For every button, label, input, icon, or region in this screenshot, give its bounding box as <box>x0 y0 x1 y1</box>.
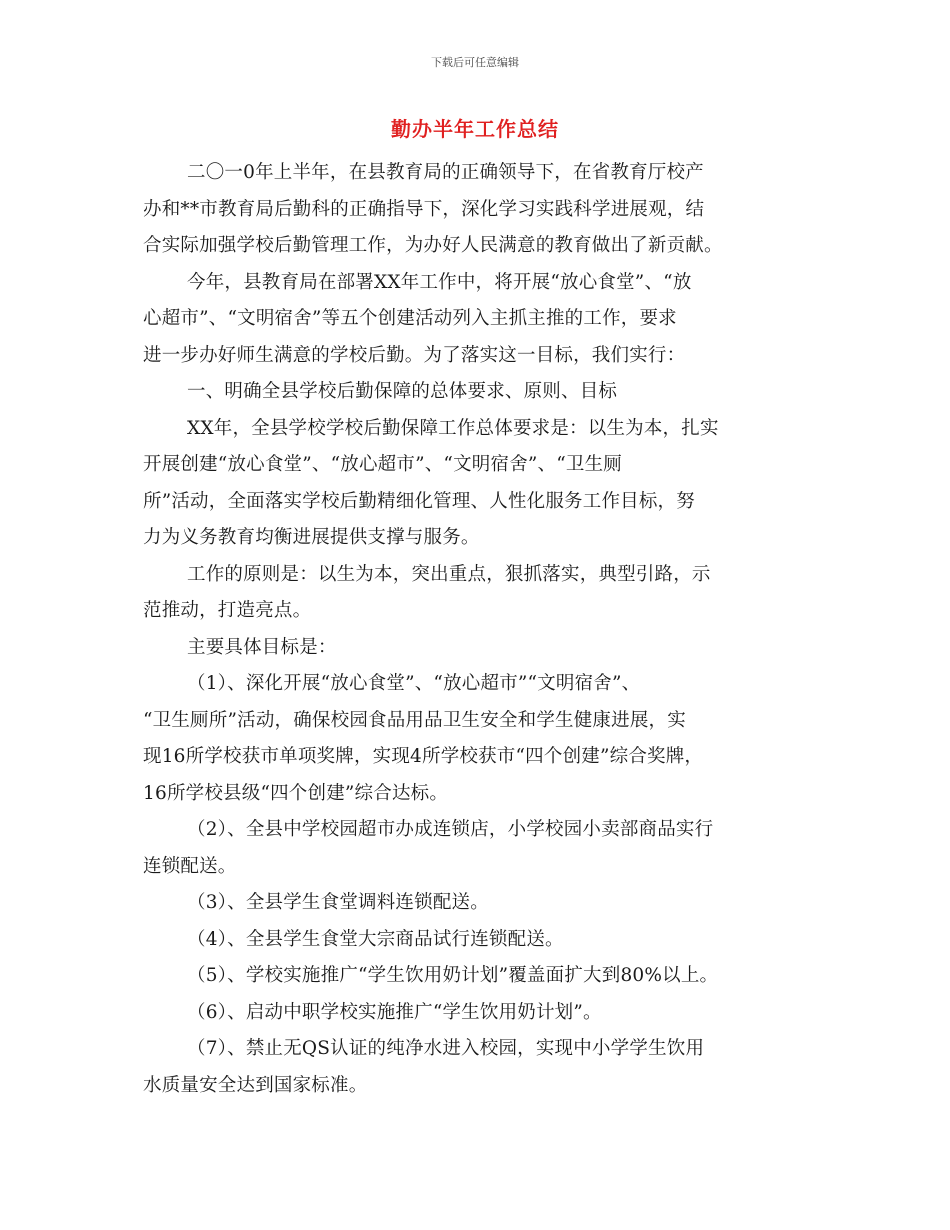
text-line: 合实际加强学校后勤管理工作，为办好人民满意的教育做出了新贡献。 <box>143 235 723 256</box>
text-line: 水质量安全达到国家标准。 <box>143 1074 368 1096</box>
text-line: （5）、学校实施推广“学生饮用奶计划”覆盖面扩大到80%以上。 <box>187 965 719 986</box>
text-line: 一、明确全县学校后勤保障的总体要求、原则、目标 <box>187 381 618 402</box>
document-title: 勤办半年工作总结 <box>391 117 559 141</box>
text-line: 现16所学校获市单项奖牌，实现4所学校获市“四个创建”综合奖牌， <box>143 746 704 767</box>
header-note: 下载后可任意编辑 <box>431 56 519 69</box>
text-line: 所”活动，全面落实学校后勤精细化管理、人性化服务工作目标，努 <box>143 490 695 512</box>
text-line: 16所学校县级“四个创建”综合达标。 <box>143 782 449 804</box>
text-line: （7）、禁止无QS认证的纯净水进入校园，实现中小学学生饮用 <box>187 1038 705 1059</box>
text-line: 办和**市教育局后勤科的正确指导下，深化学习实践科学进展观，结 <box>143 198 705 220</box>
text-line: 开展创建“放心食堂”、“放心超市”、“文明宿舍”、“卫生厕 <box>143 454 623 475</box>
text-line: 今年，县教育局在部署XX年工作中，将开展“放心食堂”、“放 <box>187 271 692 293</box>
text-line: 进一步办好师生满意的学校后勤。为了落实这一目标，我们实行： <box>143 344 686 366</box>
text-line: 心超市”、“文明宿舍”等五个创建活动列入主抓主推的工作，要求 <box>143 308 677 329</box>
text-line: 连锁配送。 <box>143 855 237 877</box>
text-line: （1）、深化开展“放心食堂”、“放心超市”“文明宿舍”、 <box>187 673 641 694</box>
text-line: 二〇一0年上半年，在县教育局的正确领导下，在省教育厅校产 <box>187 162 704 183</box>
document-body <box>143 155 813 1104</box>
text-line: （6）、启动中职学校实施推广“学生饮用奶计划”。 <box>187 1001 602 1023</box>
text-line: 主要具体目标是： <box>187 636 337 658</box>
text-line: （4）、全县学生食堂大宗商品试行连锁配送。 <box>187 928 564 950</box>
text-line: XX年，全县学校学校后勤保障工作总体要求是：以生为本，扎实 <box>187 417 719 439</box>
text-line: 工作的原则是：以生为本，突出重点，狠抓落实，典型引路，示 <box>187 563 711 585</box>
text-line: （3）、全县学生食堂调料连锁配送。 <box>187 892 489 913</box>
text-line: （2）、全县中学校园超市办成连锁店，小学校园小卖部商品实行 <box>187 819 714 840</box>
text-line: 力为义务教育均衡进展提供支撑与服务。 <box>143 527 480 548</box>
text-line: “卫生厕所”活动，确保校园食品用品卫生安全和学生健康进展，实 <box>143 709 686 731</box>
text-line: 范推动，打造亮点。 <box>143 600 312 621</box>
